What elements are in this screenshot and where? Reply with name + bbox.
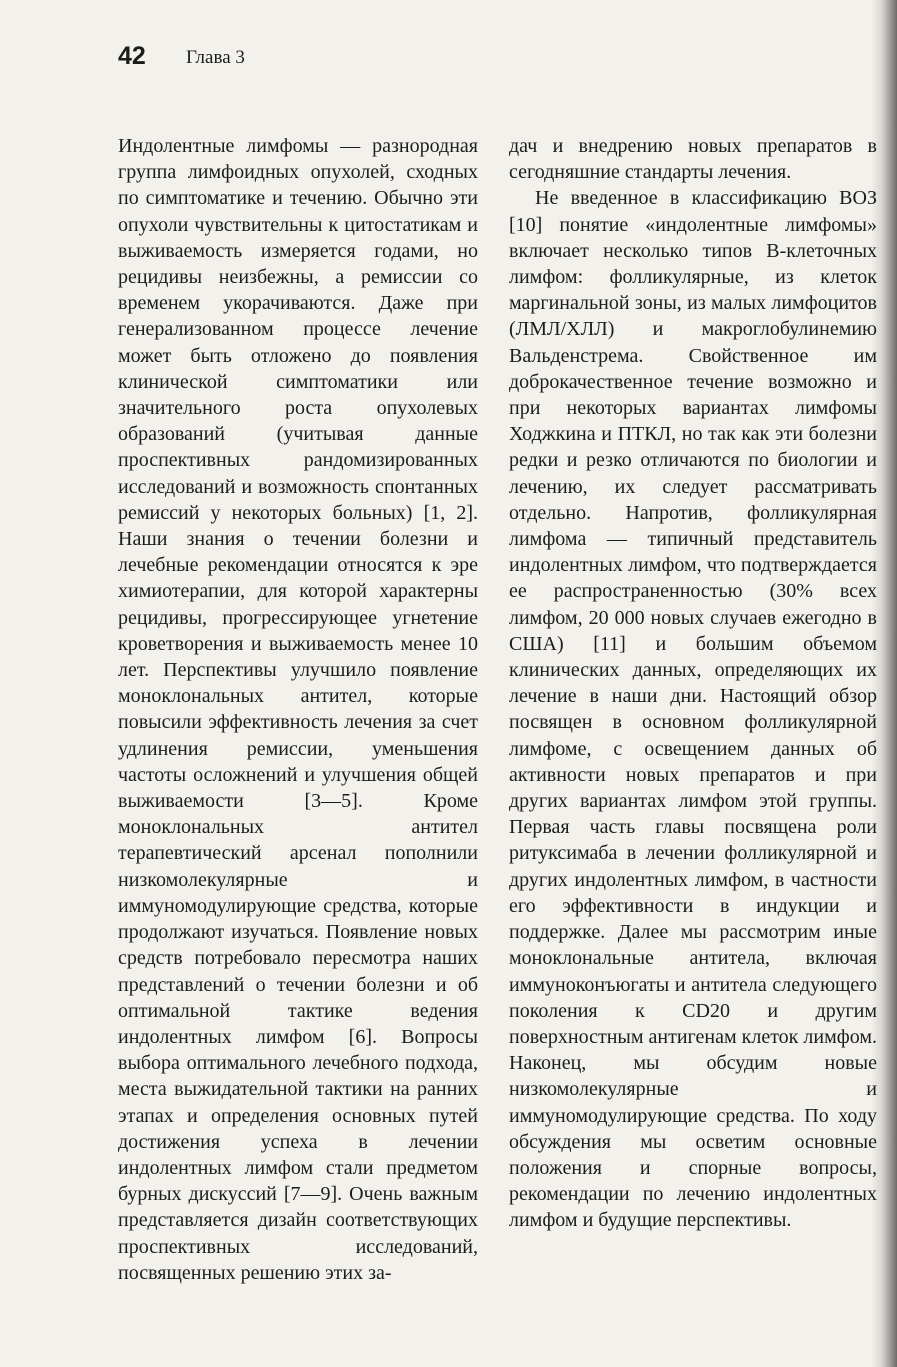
right-paragraph: Не введенное в классификацию ВОЗ [10] понятие «индолентные лимфомы» включает несколько типов В-клеточных лимфом: фолликулярные, из клеток маргинальной зоны, из малых лимфоцитов (ЛМЛ/ХЛЛ) и макроглобулинемию Вальденстрема. Свойственное им доброкачественное течение возможно и при некоторых вариантах лимфомы Ходжкина и ПТКЛ, но так как эти болезни редки и резко отличаются по биологии и лечению, их следует рассматривать отдельно. Напротив, фолликулярная лимфома — типичный представитель индолентных лимфом, что подтверждается ее распространенностью (30% всех лимфом, 20 000 новых случаев ежегодно в США) [11] и большим объемом клинических данных, определяющих их лечение в наши дни. Настоящий обзор посвящен в основном фолликулярной лимфоме, с освещением данных об активности новых препаратов и при других вариантах лимфом этой группы. Первая часть главы посвящена роли ритуксимаба в лечении фолликулярной и других индолентных лимфом, в частности его эффективности в индукции и поддержке. Далее мы рассмотрим иные моноклональные антитела, включая иммуноконъюгаты и антитела следующего поколения к CD20 и другим поверхностным антигенам клеток лимфом. Наконец, мы обсудим новые низкомолекулярные и иммуномодулирующие средства. По ходу обсуждения мы осветим основные положения и спорные вопросы, рекомендации по лечению индолентных лимфом и будущие перспективы. <box>509 187 877 1232</box>
right-continuation: дач и внедрению новых препаратов в сегодняшние стандарты лечения. <box>509 135 877 184</box>
chapter-label: Глава 3 <box>186 47 245 68</box>
left-paragraph: Индолентные лимфомы — разнородная группа лимфоидных опухолей, сходных по симптоматике и течению. Обычно эти опухоли чувствительны к цитостатикам и выживаемость измеряется годами, но рецидивы неизбежны, а ремиссии со временем укорачиваются. Даже при генерализованном процессе лечение может быть отложено до появления клинической симптоматики или значительного роста опухолевых образований (учитывая данные проспективных рандомизированных исследований и возможность спонтанных ремиссий у некоторых больных) [1, 2]. Наши знания о течении болезни и лечебные рекомендации относятся к эре химиотерапии, для которой характерны рецидивы, прогрессирующее угнетение кроветворения и выживаемость менее 10 лет. Перспективы улучшило появление моноклональных антител, которые повысили эффективность лечения за счет удлинения ремиссии, уменьшения частоты осложнений и улучшения общей выживаемости [3—5]. Кроме моноклональных антител терапевтический арсенал пополнили низкомолекулярные и иммуномодулирующие средства, которые продолжают изучаться. Появление новых средств потребовало пересмотра наших представлений о течении болезни и об оптимальной тактике ведения индолентных лимфом [6]. Вопросы выбора оптимального лечебного подхода, места выжидательной тактики на ранних этапах и определения основных путей достижения успеха в лечении индолентных лимфом стали предметом бурных дискуссий [7—9]. Очень важным представляется дизайн соответствующих проспективных исследований, посвященных решению этих за- <box>118 135 478 1284</box>
page-number: 42 <box>118 42 146 70</box>
left-text-column <box>118 133 478 1286</box>
right-text-column <box>509 133 877 1234</box>
